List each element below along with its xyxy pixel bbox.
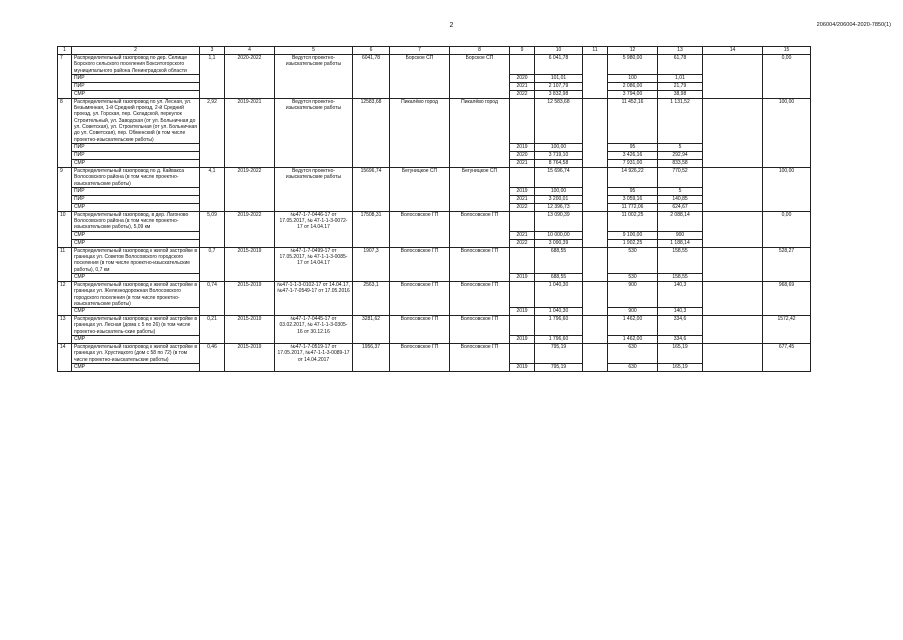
total-cost: 12583,68 <box>353 98 390 167</box>
remaining-amount: 968,69 <box>763 281 811 315</box>
column-header: 10 <box>535 47 583 55</box>
year-amount-regional: 3 059,16 <box>608 195 658 203</box>
year-amount-total: 8 764,58 <box>535 159 583 167</box>
settlement-name: Волосовское ГП <box>390 211 450 247</box>
year: 2019 <box>510 273 535 281</box>
pipeline-length: 4,1 <box>200 167 225 211</box>
total-cost: 6041,78 <box>353 55 390 99</box>
amount-regional: 14 926,22 <box>608 167 658 187</box>
table-row <box>58 167 811 187</box>
implementation-period: 2019-2021 <box>225 98 275 167</box>
implementation-period: 2015-2019 <box>225 316 275 344</box>
table-row <box>58 247 811 273</box>
table-row <box>58 55 811 75</box>
amount-regional: 5 980,00 <box>608 55 658 75</box>
amount-local: 165,19 <box>658 344 703 364</box>
pipeline-length: 0,7 <box>200 247 225 281</box>
row-number: 13 <box>58 316 72 344</box>
remaining-amount: 100,00 <box>763 167 811 211</box>
empty-cell <box>583 211 608 247</box>
column-header: 15 <box>763 47 811 55</box>
year-amount-total: 795,19 <box>535 363 583 371</box>
settlement-name: Пикалёво город <box>390 98 450 167</box>
work-type: ПИР <box>72 82 200 90</box>
work-type: СМР <box>72 231 200 239</box>
table-row <box>58 211 811 231</box>
implementation-period: 2019-2022 <box>225 211 275 247</box>
customer-name: Борское СП <box>450 55 510 99</box>
empty-cell <box>510 167 535 187</box>
column-header: 1 <box>58 47 72 55</box>
total-cost: 3281,62 <box>353 316 390 344</box>
table-row <box>58 316 811 336</box>
object-name: Распределительный газопровод по ул. Лесная, ул. Безымянная, 1-й Средний проезд, 2-й Средний проезд, ул. Горская, пер. Складской, переулок Строительный, ул. Заводская (от ул. Больничная до ул. Советская), ул. Строительная (от ул. Больничная до ул. Советская), пер. Обменский (в том числе проектно-изыскательские работы) <box>72 98 200 143</box>
remaining-amount: 0,00 <box>763 55 811 99</box>
year-amount-total: 1 040,30 <box>535 308 583 316</box>
table-row <box>58 98 811 143</box>
implementation-period: 2015-2019 <box>225 344 275 372</box>
row-number: 11 <box>58 247 72 281</box>
object-name: Распределительный газопровод к жилой застройке в границах ул. Железнодорожная Волосовского городского поселения (в том числе проектно-изыскательские работы) <box>72 281 200 307</box>
year-amount-regional: 1 462,00 <box>608 336 658 344</box>
project-status: №47-1-7-0519-17 от 17.05.2017, №47-1-1-3-0089-17 от 14.04.2017 <box>275 344 353 372</box>
row-number: 12 <box>58 281 72 315</box>
year-amount-total: 100,00 <box>535 143 583 151</box>
year: 2019 <box>510 363 535 371</box>
settlement-name: Волосовское ГП <box>390 316 450 344</box>
work-type: СМР <box>72 363 200 371</box>
project-status: №47-1-7-0445-17 от 03.02.2017, № 47-1-1-3-0305-16 от 30.12.16 <box>275 316 353 344</box>
year: 2020 <box>510 151 535 159</box>
year-amount-total: 12 396,73 <box>535 203 583 211</box>
year-amount-regional: 3 426,16 <box>608 151 658 159</box>
pipeline-length: 0,21 <box>200 316 225 344</box>
amount-total: 795,19 <box>535 344 583 364</box>
pipeline-length: 1,1 <box>200 55 225 99</box>
pipeline-length: 2,92 <box>200 98 225 167</box>
work-type: СМР <box>72 203 200 211</box>
year-amount-total: 3 090,39 <box>535 239 583 247</box>
year: 2021 <box>510 195 535 203</box>
settlement-name: Волосовское ГП <box>390 344 450 372</box>
implementation-period: 2019-2022 <box>225 167 275 211</box>
amount-local: 140,3 <box>658 281 703 307</box>
column-header: 9 <box>510 47 535 55</box>
settlement-name: Волосовское ГП <box>390 247 450 281</box>
row-number: 9 <box>58 167 72 211</box>
year: 2022 <box>510 239 535 247</box>
table-body <box>58 47 811 372</box>
year-amount-regional: 11 772,06 <box>608 203 658 211</box>
column-header: 3 <box>200 47 225 55</box>
empty-cell <box>583 55 608 99</box>
page-number: 2 <box>449 22 454 29</box>
work-type: ПИР <box>72 195 200 203</box>
column-header: 14 <box>703 47 763 55</box>
empty-cell <box>703 344 763 372</box>
customer-name: Бегуницкое СП <box>450 167 510 211</box>
year-amount-regional: 530 <box>608 273 658 281</box>
amount-regional: 530 <box>608 247 658 273</box>
investment-table <box>57 46 811 372</box>
amount-total: 1 796,60 <box>535 316 583 336</box>
empty-cell <box>583 281 608 315</box>
work-type: СМР <box>72 336 200 344</box>
total-cost: 1907,3 <box>353 247 390 281</box>
year-amount-local: 165,19 <box>658 363 703 371</box>
year-amount-total: 101,01 <box>535 74 583 82</box>
year-amount-local: 21,79 <box>658 82 703 90</box>
year-amount-regional: 95 <box>608 143 658 151</box>
column-header: 2 <box>72 47 200 55</box>
year-amount-total: 688,55 <box>535 273 583 281</box>
year: 2021 <box>510 82 535 90</box>
object-name: Распределительный газопровод, в дер. Лагоново Волосовского района (в том числе проектно-изыскательские работы), 5,09 км <box>72 211 200 231</box>
amount-local: 158,55 <box>658 247 703 273</box>
empty-cell <box>583 167 608 211</box>
year-amount-local: 5 <box>658 143 703 151</box>
column-header-row <box>58 47 811 55</box>
empty-cell <box>510 55 535 75</box>
implementation-period: 2015-2019 <box>225 281 275 315</box>
amount-regional: 11 452,16 <box>608 98 658 143</box>
empty-cell <box>583 344 608 372</box>
pipeline-length: 0,74 <box>200 281 225 315</box>
amount-total: 1 040,30 <box>535 281 583 307</box>
year-amount-total: 3 719,10 <box>535 151 583 159</box>
year-amount-local: 624,67 <box>658 203 703 211</box>
total-cost: 17508,31 <box>353 211 390 247</box>
customer-name: Волосовское ГП <box>450 211 510 247</box>
total-cost: 2563,1 <box>353 281 390 315</box>
empty-cell <box>703 211 763 247</box>
amount-local: 2 088,14 <box>658 211 703 231</box>
pipeline-length: 5,09 <box>200 211 225 247</box>
work-type: ПИР <box>72 151 200 159</box>
year-amount-regional: 3 794,00 <box>608 90 658 98</box>
amount-regional: 900 <box>608 281 658 307</box>
work-type: СМР <box>72 239 200 247</box>
empty-cell <box>703 98 763 167</box>
year: 2019 <box>510 336 535 344</box>
work-type: СМР <box>72 273 200 281</box>
year-amount-regional: 7 931,00 <box>608 159 658 167</box>
document-code: 206004/206004-2020-7850(1) <box>816 22 891 28</box>
project-status: №47-1-7-0499-17 от 17.05.2017, № 47-1-1-3-0085-17 от 14.04.17 <box>275 247 353 281</box>
settlement-name: Бегуницкое СП <box>390 167 450 211</box>
year-amount-local: 140,85 <box>658 195 703 203</box>
object-name: Распределительный газопровод по дер. Селище Борского сельского поселения Бокситогорского муниципального района Ленинградской области <box>72 55 200 75</box>
empty-cell <box>510 316 535 336</box>
year: 2022 <box>510 90 535 98</box>
year-amount-regional: 900 <box>608 308 658 316</box>
row-number: 10 <box>58 211 72 247</box>
empty-cell <box>703 167 763 211</box>
total-cost: 15696,74 <box>353 167 390 211</box>
column-header: 4 <box>225 47 275 55</box>
project-status: Ведутся проектно-изыскательские работы <box>275 98 353 167</box>
implementation-period: 2015-2019 <box>225 247 275 281</box>
column-header: 6 <box>353 47 390 55</box>
object-name: Распределительный газопровод к жилой застройке в границах ул. Советов Волосовского городского поселения (в том числе проектно-изыскательские работы), 0,7 км <box>72 247 200 273</box>
year: 2019 <box>510 308 535 316</box>
year-amount-regional: 630 <box>608 363 658 371</box>
empty-cell <box>703 281 763 315</box>
empty-cell <box>583 247 608 281</box>
work-type: СМР <box>72 308 200 316</box>
project-status: №47-1-7-0446-17 от 17.05.2017, № 47-1-1-3-0072-17 от 14.04.17 <box>275 211 353 247</box>
settlement-name: Волосовское ГП <box>390 281 450 315</box>
amount-total: 688,55 <box>535 247 583 273</box>
customer-name: Волосовское ГП <box>450 316 510 344</box>
empty-cell <box>583 316 608 344</box>
year-amount-regional: 95 <box>608 187 658 195</box>
customer-name: Волосовское ГП <box>450 281 510 315</box>
year: 2021 <box>510 159 535 167</box>
year-amount-total: 100,00 <box>535 187 583 195</box>
year-amount-regional: 9 100,00 <box>608 231 658 239</box>
year-amount-total: 2 107,79 <box>535 82 583 90</box>
empty-cell <box>510 98 535 143</box>
customer-name: Волосовское ГП <box>450 247 510 281</box>
year: 2019 <box>510 187 535 195</box>
project-status: Ведутся проектно-изыскательские работы <box>275 167 353 211</box>
customer-name: Волосовское ГП <box>450 344 510 372</box>
year-amount-local: 140,3 <box>658 308 703 316</box>
year-amount-local: 1 188,14 <box>658 239 703 247</box>
year: 2019 <box>510 143 535 151</box>
year: 2020 <box>510 74 535 82</box>
column-header: 12 <box>608 47 658 55</box>
empty-cell <box>703 55 763 99</box>
column-header: 5 <box>275 47 353 55</box>
object-name: Распределительный газопровод по д. Кайвакса Волосовского района (в том числе проектно-изыскательские работы) <box>72 167 200 187</box>
year-amount-local: 292,94 <box>658 151 703 159</box>
pipeline-length: 0,46 <box>200 344 225 372</box>
row-number: 14 <box>58 344 72 372</box>
amount-total: 15 696,74 <box>535 167 583 187</box>
year: 2022 <box>510 203 535 211</box>
amount-regional: 1 462,00 <box>608 316 658 336</box>
year-amount-total: 10 000,00 <box>535 231 583 239</box>
column-header: 13 <box>658 47 703 55</box>
amount-local: 770,52 <box>658 167 703 187</box>
object-name: Распределительный газопровод к жилой застройке в границах ул. Хрустицкого (дом с 58 по 72) (в том числе проектно-изыскательские работы) <box>72 344 200 364</box>
table-row <box>58 344 811 364</box>
object-name: Распределительный газопровод к жилой застройке в границах ул. Лесная (дома с 5 по 26) (в том числе проектно-изыскатель-ские работы) <box>72 316 200 336</box>
year-amount-total: 3 200,01 <box>535 195 583 203</box>
amount-total: 13 090,39 <box>535 211 583 231</box>
amount-total: 6 041,78 <box>535 55 583 75</box>
implementation-period: 2020-2022 <box>225 55 275 99</box>
year-amount-local: 1,01 <box>658 74 703 82</box>
column-header: 7 <box>390 47 450 55</box>
empty-cell <box>510 211 535 231</box>
year-amount-total: 3 832,98 <box>535 90 583 98</box>
amount-regional: 11 002,25 <box>608 211 658 231</box>
work-type: ПИР <box>72 187 200 195</box>
empty-cell <box>703 247 763 281</box>
project-status: Ведутся проектно-изыскательские работы <box>275 55 353 99</box>
amount-local: 1 131,52 <box>658 98 703 143</box>
table-row <box>58 281 811 307</box>
year-amount-total: 1 796,60 <box>535 336 583 344</box>
row-number: 8 <box>58 98 72 167</box>
year-amount-local: 38,98 <box>658 90 703 98</box>
project-status: №47-1-1-3-0102-17 от 14.04.17, №47-1-7-0549-17 от 17.05.2016 <box>275 281 353 315</box>
year-amount-regional: 100 <box>608 74 658 82</box>
work-type: ПИР <box>72 74 200 82</box>
amount-total: 12 583,68 <box>535 98 583 143</box>
work-type: ПИР <box>72 143 200 151</box>
year-amount-local: 833,58 <box>658 159 703 167</box>
empty-cell <box>510 344 535 364</box>
year-amount-regional: 1 902,25 <box>608 239 658 247</box>
year-amount-local: 158,55 <box>658 273 703 281</box>
amount-regional: 630 <box>608 344 658 364</box>
row-number: 7 <box>58 55 72 99</box>
year-amount-regional: 2 086,00 <box>608 82 658 90</box>
remaining-amount: 1572,42 <box>763 316 811 344</box>
settlement-name: Борское СП <box>390 55 450 99</box>
work-type: СМР <box>72 159 200 167</box>
customer-name: Пикалёво город <box>450 98 510 167</box>
column-header: 8 <box>450 47 510 55</box>
year-amount-local: 334,6 <box>658 336 703 344</box>
empty-cell <box>510 281 535 307</box>
empty-cell <box>510 247 535 273</box>
year-amount-local: 900 <box>658 231 703 239</box>
empty-cell <box>583 98 608 167</box>
remaining-amount: 0,00 <box>763 211 811 247</box>
year-amount-local: 5 <box>658 187 703 195</box>
remaining-amount: 528,27 <box>763 247 811 281</box>
remaining-amount: 100,00 <box>763 98 811 167</box>
column-header: 11 <box>583 47 608 55</box>
empty-cell <box>703 316 763 344</box>
year: 2021 <box>510 231 535 239</box>
remaining-amount: 677,45 <box>763 344 811 372</box>
work-type: СМР <box>72 90 200 98</box>
amount-local: 334,6 <box>658 316 703 336</box>
total-cost: 1956,37 <box>353 344 390 372</box>
amount-local: 61,78 <box>658 55 703 75</box>
